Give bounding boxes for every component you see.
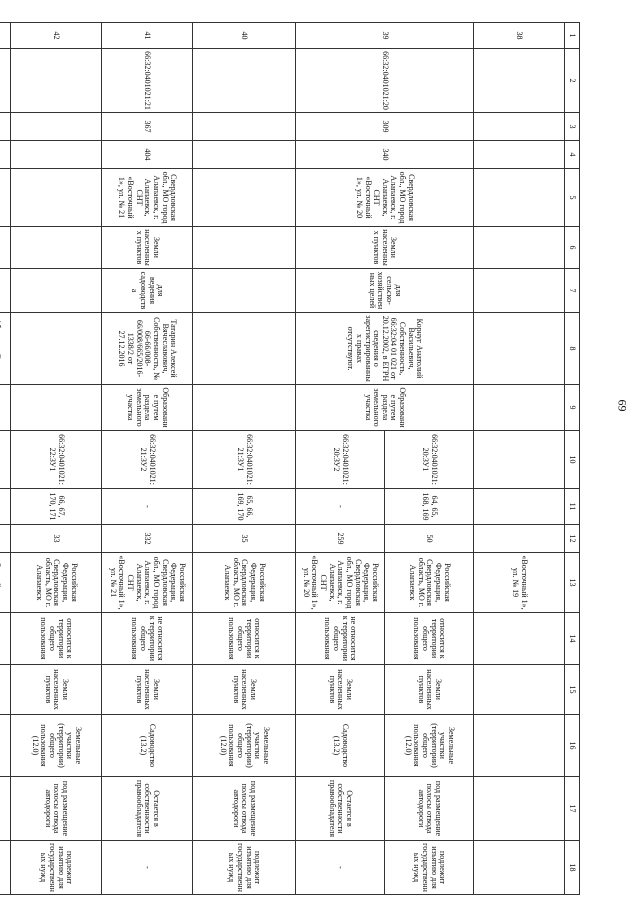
column-number: 18 [565,841,580,895]
cell-source-7 [474,269,565,313]
cell-source-6 [474,227,565,269]
cell-result-13: «Восточный 1», ул. № 19 [474,553,565,613]
column-number: 6 [565,227,580,269]
cell-source-4: 404 [102,141,193,169]
cell-source-2 [11,49,102,113]
cell-result-14 [474,613,565,665]
column-number: 12 [565,525,580,553]
cell-result-15: Земли населенных пунктов [11,665,102,715]
cell-result-18 [0,841,11,895]
cell-result-17 [474,777,565,841]
cell-result-14: не относится к территории общего пользования [296,613,385,665]
column-number: 13 [565,553,580,613]
cell-result-15: Земли населенных пунктов [193,665,296,715]
cell-source-5 [474,169,565,227]
cell-source-5 [193,169,296,227]
cell-source-6 [193,227,296,269]
cell-result-15 [474,665,565,715]
row-number: 42 [11,23,102,49]
cell-result-12 [474,525,565,553]
cell-result-12: 50 [385,525,474,553]
cell-source-8 [0,313,11,385]
row-number [0,23,11,49]
cell-result-18: - [296,841,385,895]
cell-result-13: Российская Федерация, Свердловская обл., МО город Алапаевск, г. Алапаевск, СНТ «Восточный 1», ул. № 21 [102,553,193,613]
cell-source-5 [0,169,11,227]
cell-source-2 [0,49,11,113]
cell-source-5 [11,169,102,227]
column-number: 15 [565,665,580,715]
cell-source-4 [474,141,565,169]
cell-result-16: Земельные участки (территории) общего пользования (12.0) [11,715,102,777]
column-number: 10 [565,431,580,489]
cell-result-12: 259 [296,525,385,553]
cell-source-9 [11,385,102,431]
cell-source-9 [0,385,11,431]
cell-source-2 [474,49,565,113]
cell-result-10 [0,431,11,489]
cell-source-8: Корнуг Анатолий Васильевич, Собственность, 66:32:04 01 021 от 20.12.2002, в ЕГРН сведения о зарегистрированных правах отсутствуют. [296,313,474,385]
row-number: 38 [474,23,565,49]
cell-source-5: Свердловская обл., МО город Алапаевск, г. Алапаевск, СНТ «Восточный 1», ул. № 21 [102,169,193,227]
table-row [102,23,193,895]
cell-result-10: 66:32:0401021:21:ЗУ1 [193,431,296,489]
cell-result-12: 35 [193,525,296,553]
cell-source-2: 66:32:0401021:20 [296,49,474,113]
cell-source-6 [0,227,11,269]
cell-result-11 [474,489,565,525]
cell-source-3 [193,113,296,141]
column-number: 11 [565,489,580,525]
cell-result-13: Российская Федерация, Свердловская обл., МО город Алапаевск, г. Алапаевск, СНТ «Восточный 1», ул. № 20 [296,553,385,613]
land-plots-table [0,22,580,895]
cell-source-6: Земли населенных пунктов [296,227,474,269]
cell-result-14: относится к территории общего пользования [11,613,102,665]
cell-source-8 [474,313,565,385]
table-row [474,23,565,895]
cell-source-7: для сельско-хозяйственных целей [296,269,474,313]
cell-result-16 [474,715,565,777]
cell-result-15: Земли населенных пунктов [296,665,385,715]
cell-source-4 [11,141,102,169]
cell-source-5: Свердловская обл., МО город Алапаевск, г. Алапаевск, СНТ «Восточный 1», ул. № 20 [296,169,474,227]
cell-result-14: не относится к территории общего пользования [102,613,193,665]
row-number: 41 [102,23,193,49]
cell-source-2 [193,49,296,113]
cell-source-3 [11,113,102,141]
cell-result-14 [0,613,11,665]
column-number: 1 [565,23,580,49]
cell-source-3 [474,113,565,141]
cell-result-18 [474,841,565,895]
cell-result-17: под размещение полосы отвода автодороги [385,777,474,841]
column-number-row [565,23,580,895]
cell-source-8 [11,313,102,385]
table-row [11,23,102,895]
cell-result-15: Земли населенных пунктов [102,665,193,715]
cell-source-8: Татарин Алексей Вячеславович, Собственность, № 66-66/008-66/008/665/2016-1338/2 от 27.12.2016 [102,313,193,385]
cell-source-9: Образование путем раздела земельного участка [296,385,474,431]
cell-source-4 [0,141,11,169]
cell-result-18: - [102,841,193,895]
cell-result-11: - [296,489,385,525]
cell-source-3 [0,113,11,141]
cell-result-10: 66:32:0401021:21:ЗУ2 [102,431,193,489]
column-number: 3 [565,113,580,141]
column-number: 17 [565,777,580,841]
table-row [0,23,11,895]
cell-result-12: 33 [11,525,102,553]
cell-source-7 [11,269,102,313]
cell-source-3: 367 [102,113,193,141]
column-number: 5 [565,169,580,227]
cell-result-14: относится к территории общего пользования [385,613,474,665]
cell-result-11 [0,489,11,525]
row-number: 40 [193,23,296,49]
table-row [193,23,296,895]
table-row [385,23,474,895]
cell-source-9 [474,385,565,431]
column-number: 8 [565,313,580,385]
cell-result-12 [0,525,11,553]
cell-result-17: Остается в собственности правообладателя [102,777,193,841]
cell-source-9 [193,385,296,431]
cell-result-17: под размещение полосы отвода автодороги [193,777,296,841]
cell-result-11: - [102,489,193,525]
cell-result-10: 66:32:0401021:22:ЗУ1 [11,431,102,489]
cell-result-11: 65, 66, 169, 170 [193,489,296,525]
page-number: 69 [615,399,630,412]
cell-result-12: 332 [102,525,193,553]
cell-result-15 [0,665,11,715]
cell-source-6 [11,227,102,269]
cell-result-16: Садоводство (13.2) [296,715,385,777]
cell-result-17: под размещение полосы отвода автодороги [11,777,102,841]
cell-result-16: Земельные участки (территории) общего пользования (12.0) [193,715,296,777]
cell-result-16 [0,715,11,777]
cell-source-3: 309 [296,113,474,141]
cell-result-10: 66:32:0401021:20:ЗУ1 [385,431,474,489]
cell-result-13: Российская Федерация, Свердловская область, МО г. Алапаевск [385,553,474,613]
cell-result-11: 66, 67, 170, 171 [11,489,102,525]
cell-result-16: Садоводство (13.2) [102,715,193,777]
column-number: 4 [565,141,580,169]
cell-source-2: 66:32:0401021:21 [102,49,193,113]
cell-result-18: подлежит изъятию для государственных нужд [385,841,474,895]
column-number: 2 [565,49,580,113]
cell-source-6: Земли населенных пунктов [102,227,193,269]
cell-result-13 [0,553,11,613]
cell-result-18: подлежит изъятию для государственных нужд [11,841,102,895]
row-number: 39 [296,23,474,49]
column-number: 16 [565,715,580,777]
cell-result-10: 66:32:0401021:20:ЗУ2 [296,431,385,489]
cell-source-4: 340 [296,141,474,169]
cell-result-15: Земли населенных пунктов [385,665,474,715]
cell-source-7 [193,269,296,313]
cell-source-4 [193,141,296,169]
cell-result-17: Остается в собственности правообладателя [296,777,385,841]
column-number: 7 [565,269,580,313]
cell-result-11: 64, 65, 168, 169 [385,489,474,525]
cell-result-13: Российская Федерация, Свердловская область, МО г. Алапаевск [11,553,102,613]
cell-source-7 [0,269,11,313]
cell-result-18: подлежит изъятию для государственных нужд [193,841,296,895]
cell-result-13: Российская Федерация, Свердловская область, МО г. Алапаевск [193,553,296,613]
cell-source-7: для ведения садоводства [102,269,193,313]
cell-result-17 [0,777,11,841]
cell-source-8 [193,313,296,385]
cell-result-14: относится к территории общего пользования [193,613,296,665]
cell-result-16: Земельные участки (территории) общего пользования (12.0) [385,715,474,777]
cell-result-10 [474,431,565,489]
cell-source-9: Образование путем раздела земельного участка [102,385,193,431]
land-plots-table-rotated [24,22,580,894]
column-number: 14 [565,613,580,665]
column-number: 9 [565,385,580,431]
